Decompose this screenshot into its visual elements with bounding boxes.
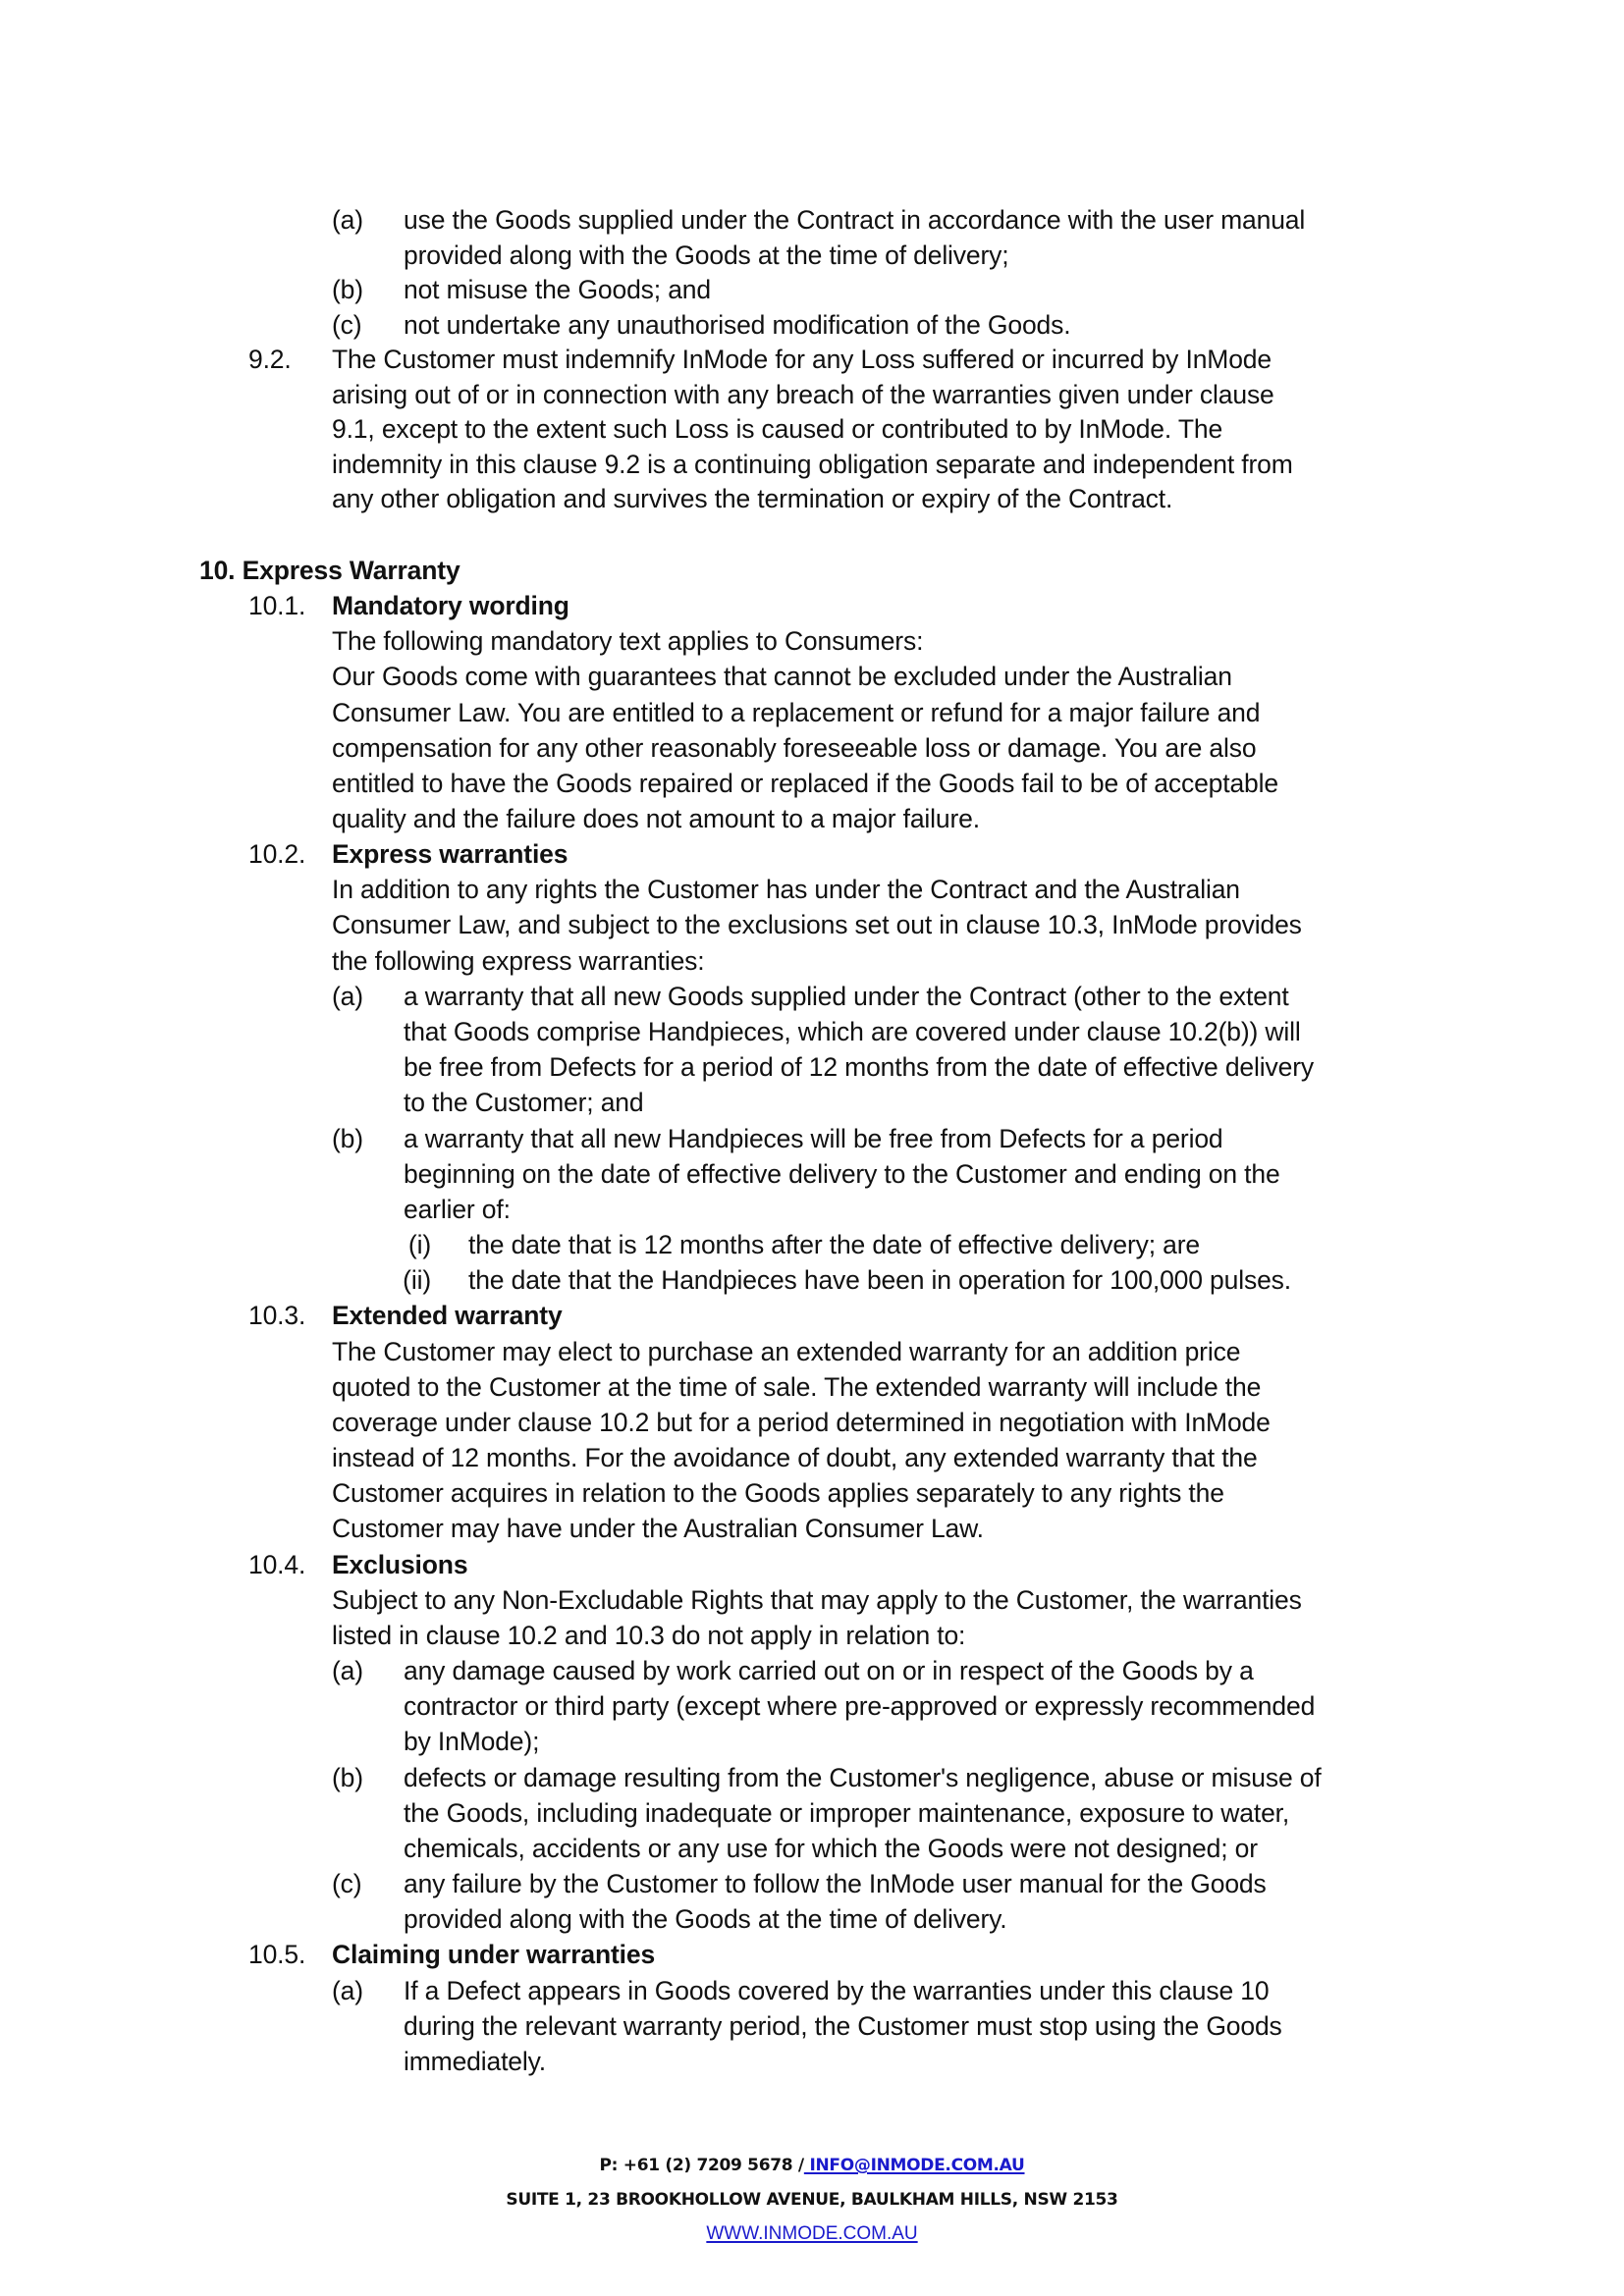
subitem-label: (ii) [403, 1265, 431, 1295]
clause-title: Exclusions [332, 1550, 468, 1579]
footer-phone: P: +61 (2) 7209 5678 / [599, 2156, 804, 2175]
clause-text: any other obligation and survives the termination or expiry of the Contract. [332, 484, 1173, 513]
clause-number: 10.1. [248, 591, 306, 620]
item-text: any failure by the Customer to follow the InMode user manual for the Goods [404, 1869, 1267, 1898]
item-text: provided along with the Goods at the time of delivery; [404, 240, 1009, 270]
item-label: (a) [332, 1976, 363, 2005]
item-label: (a) [332, 205, 363, 235]
clause-text: entitled to have the Goods repaired or replaced if the Goods fail to be of acceptable [332, 769, 1278, 798]
clause-text: indemnity in this clause 9.2 is a continuing obligation separate and independent from [332, 450, 1293, 479]
clause-text: the following express warranties: [332, 946, 705, 976]
item-text: contractor or third party (except where pre-approved or expressly recommended [404, 1691, 1316, 1721]
clause-number: 10.2. [248, 839, 306, 869]
item-text: chemicals, accidents or any use for which the Goods were not designed; or [404, 1834, 1258, 1863]
item-text: be free from Defects for a period of 12 months from the date of effective delivery [404, 1052, 1314, 1082]
clause-text: The Customer must indemnify InMode for any Loss suffered or incurred by InMode [332, 345, 1272, 374]
item-label: (b) [332, 1124, 363, 1153]
footer-email-link[interactable]: INFO@INMODE.COM.AU [803, 2156, 1025, 2175]
item-text: defects or damage resulting from the Customer's negligence, abuse or misuse of [404, 1763, 1322, 1792]
footer-website-link[interactable]: WWW.INMODE.COM.AU [706, 2223, 918, 2244]
clause-number: 9.2. [248, 345, 292, 374]
item-text: during the relevant warranty period, the Customer must stop using the Goods [404, 2011, 1282, 2041]
item-text: the Goods, including inadequate or improper maintenance, exposure to water, [404, 1798, 1290, 1828]
subitem-label: (i) [407, 1230, 431, 1259]
clause-text: In addition to any rights the Customer has under the Contract and the Australian [332, 875, 1240, 904]
item-text: a warranty that all new Handpieces will be free from Defects for a period [404, 1124, 1223, 1153]
clause-text: quality and the failure does not amount to a major failure. [332, 804, 980, 833]
item-text: not misuse the Goods; and [404, 275, 711, 304]
clause-text: Customer may have under the Australian Consumer Law. [332, 1514, 984, 1543]
clause-text: arising out of or in connection with any breach of the warranties given under clause [332, 380, 1274, 409]
item-text: If a Defect appears in Goods covered by the warranties under this clause 10 [404, 1976, 1270, 2005]
footer-address: SUITE 1, 23 BROOKHOLLOW AVENUE, BAULKHAM HILLS, NSW 2153 [506, 2190, 1118, 2210]
item-text: use the Goods supplied under the Contract in accordance with the user manual [404, 205, 1306, 235]
item-text: to the Customer; and [404, 1088, 644, 1117]
clause-text: Our Goods come with guarantees that cannot be excluded under the Australian [332, 662, 1232, 691]
clause-number: 10.4. [248, 1550, 306, 1579]
item-text: provided along with the Goods at the time of delivery. [404, 1904, 1007, 1934]
clause-text: Consumer Law, and subject to the exclusions set out in clause 10.3, InMode provides [332, 910, 1302, 939]
clause-text: Customer acquires in relation to the Goods applies separately to any rights the [332, 1478, 1224, 1508]
item-text: that Goods comprise Handpieces, which are covered under clause 10.2(b)) will [404, 1017, 1301, 1046]
subitem-text: the date that the Handpieces have been in operation for 100,000 pulses. [468, 1265, 1291, 1295]
clause-text: Consumer Law. You are entitled to a replacement or refund for a major failure and [332, 698, 1261, 727]
clause-title: Express warranties [332, 839, 568, 869]
clause-number: 10.3. [248, 1301, 306, 1330]
item-label: (a) [332, 982, 363, 1011]
section-heading: 10. Express Warranty [199, 556, 460, 585]
clause-number: 10.5. [248, 1940, 306, 1969]
item-text: not undertake any unauthorised modification of the Goods. [404, 310, 1071, 340]
clause-text: coverage under clause 10.2 but for a period determined in negotiation with InMode [332, 1408, 1271, 1437]
item-text: any damage caused by work carried out on or in respect of the Goods by a [404, 1656, 1254, 1685]
item-label: (b) [332, 275, 363, 304]
item-label: (c) [332, 1869, 362, 1898]
item-text: earlier of: [404, 1195, 511, 1224]
clause-text: Subject to any Non-Excludable Rights that may apply to the Customer, the warranties [332, 1585, 1302, 1615]
footer-website-line [0, 2222, 1624, 2246]
clause-text: The following mandatory text applies to Consumers: [332, 626, 924, 656]
footer-contact-line [0, 2154, 1624, 2177]
clause-text: compensation for any other reasonably foreseeable loss or damage. You are also [332, 733, 1257, 763]
item-label: (b) [332, 1763, 363, 1792]
item-text: immediately. [404, 2047, 546, 2076]
clause-title: Mandatory wording [332, 591, 569, 620]
clause-text: quoted to the Customer at the time of sale. The extended warranty will include the [332, 1372, 1262, 1402]
item-text: by InMode); [404, 1727, 540, 1756]
item-text: beginning on the date of effective delivery to the Customer and ending on the [404, 1159, 1280, 1189]
subitem-text: the date that is 12 months after the date of effective delivery; are [468, 1230, 1201, 1259]
item-label: (c) [332, 310, 362, 340]
item-label: (a) [332, 1656, 363, 1685]
clause-text: 9.1, except to the extent such Loss is caused or contributed to by InMode. The [332, 414, 1223, 444]
clause-text: instead of 12 months. For the avoidance of doubt, any extended warranty that the [332, 1443, 1258, 1472]
clause-text: The Customer may elect to purchase an extended warranty for an addition price [332, 1337, 1241, 1366]
item-text: a warranty that all new Goods supplied under the Contract (other to the extent [404, 982, 1289, 1011]
clause-text: listed in clause 10.2 and 10.3 do not apply in relation to: [332, 1621, 966, 1650]
clause-title: Claiming under warranties [332, 1940, 656, 1969]
clause-title: Extended warranty [332, 1301, 563, 1330]
